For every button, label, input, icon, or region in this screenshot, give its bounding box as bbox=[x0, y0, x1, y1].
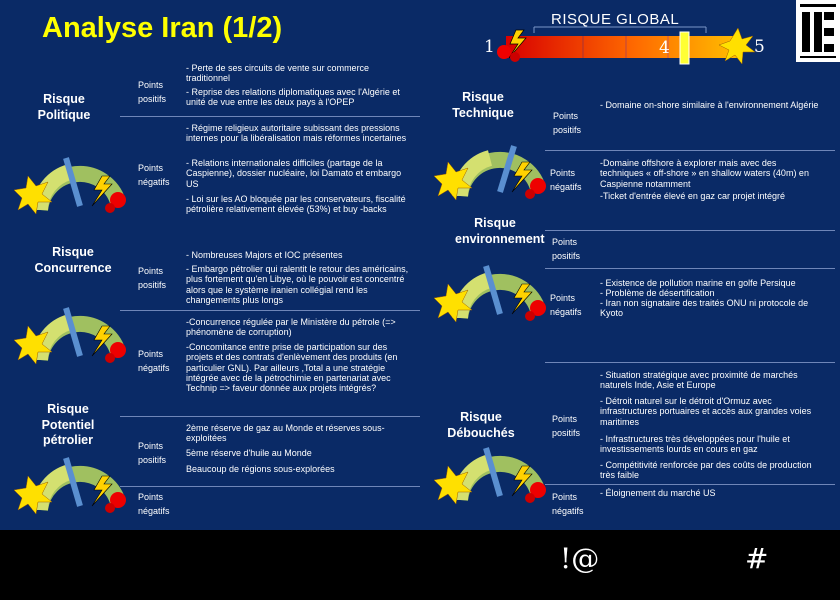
potentiel-pos-3: Beaucoup de régions sous-explorées bbox=[186, 464, 335, 474]
concurrence-pos-1: - Nombreuses Majors et IOC présentes bbox=[186, 250, 343, 260]
technique-gauge bbox=[440, 136, 550, 206]
technique-pos-label: Points positifs bbox=[553, 111, 582, 135]
debouches-neg-label: Points négatifs bbox=[552, 492, 584, 516]
environnement-gauge bbox=[440, 258, 550, 328]
technique-neg-label: Points négatifs bbox=[550, 168, 582, 192]
debouches-pos-label: Points positifs bbox=[552, 414, 581, 438]
debouches-pos-4: - Compétitivité renforcée par des coûts de production très faible bbox=[600, 460, 812, 481]
scale-max: 5 bbox=[754, 37, 765, 57]
politique-gauge bbox=[20, 150, 130, 220]
page-title: Analyse Iran (1/2) bbox=[42, 12, 283, 44]
politique-pos-1: - Perte de ses circuits de vente sur commerce traditionnel bbox=[186, 63, 370, 84]
risque-technique-label: Risque Technique bbox=[452, 90, 514, 120]
footer-bar bbox=[0, 530, 840, 600]
politique-neg-1: - Régime religieux autoritaire subissant des pressions internes pour la libéralisation mais réformes incertaines bbox=[186, 123, 407, 144]
environnement-pos-label: Points positifs bbox=[552, 237, 581, 261]
concurrence-neg-label: Points négatifs bbox=[138, 349, 170, 373]
debouches-pos-3: - Infrastructures très développées pour l'huile et investissements lourds en cours en gaz bbox=[600, 434, 790, 455]
potentiel-gauge bbox=[20, 450, 130, 520]
risque-concurrence-label: Risque Concurrence bbox=[34, 245, 112, 275]
separator bbox=[545, 362, 835, 363]
politique-neg-2: - Relations internationales difficiles (partage de la Caspienne), dossier nucléaire, loi Damato et embargo US bbox=[186, 158, 402, 189]
concurrence-pos-2: - Embargo pétrolier qui ralentit le retour des américains, plus fortement qu'en Libye, où le pouvoir est concentré alors que le système iranien collégial rend les changements plus longs bbox=[186, 264, 409, 306]
risque-global-label: RISQUE GLOBAL bbox=[551, 11, 680, 28]
footer-symbol-left: !@ bbox=[560, 542, 600, 575]
technique-neg-2: -Ticket d'entrée élevé en gaz car projet intégré bbox=[600, 191, 785, 201]
debouches-gauge bbox=[440, 440, 550, 510]
separator bbox=[120, 116, 420, 117]
risque-potentiel-label: Risque Potentiel pétrolier bbox=[41, 402, 95, 448]
separator bbox=[545, 230, 835, 231]
separator bbox=[120, 310, 420, 311]
potentiel-pos-label: Points positifs bbox=[138, 441, 167, 465]
risque-politique-label: Risque Politique bbox=[37, 92, 91, 122]
risque-environnement-label: Risque environnement bbox=[455, 216, 545, 246]
scale-min: 1 bbox=[484, 37, 495, 57]
separator bbox=[120, 486, 420, 487]
debouches-pos-1: - Situation stratégique avec proximité de marchés naturels Inde, Asie et Europe bbox=[600, 370, 798, 391]
politique-neg-label: Points négatifs bbox=[138, 163, 170, 187]
sun-icon bbox=[719, 28, 755, 64]
separator bbox=[545, 484, 835, 485]
separator bbox=[545, 268, 835, 269]
technique-pos-1: - Domaine on-shore similaire à l'environnement Algérie bbox=[600, 100, 819, 110]
technique-neg-1: -Domaine offshore à explorer mais avec des techniques « off-shore » en shallow waters (40m) en Caspienne notamment bbox=[600, 158, 809, 189]
risque-global-scale bbox=[476, 24, 776, 76]
concurrence-neg-1: -Concurrence régulée par le Ministère du pétrole (=> phénomène de corruption) bbox=[186, 317, 396, 338]
separator bbox=[545, 150, 835, 151]
concurrence-pos-label: Points positifs bbox=[138, 266, 167, 290]
potentiel-neg-label: Points négatifs bbox=[138, 492, 170, 516]
potentiel-pos-1: 2ème réserve de gaz au Monde et réserves sous-exploitées bbox=[186, 423, 385, 444]
environnement-neg-2: - Problème de désertification bbox=[600, 288, 715, 298]
debouches-neg-1: - Éloignement du marché US bbox=[600, 488, 716, 498]
risque-debouches-label: Risque Débouchés bbox=[447, 410, 515, 440]
potentiel-pos-2: 5ème réserve d'huile au Monde bbox=[186, 448, 312, 458]
politique-neg-3: - Loi sur les AO bloquée par les conservateurs, fiscalité pétrolière relativement élevée (53%) et buy -backs bbox=[186, 194, 406, 215]
scale-mid: 4 bbox=[659, 38, 670, 58]
company-logo bbox=[796, 0, 840, 62]
concurrence-gauge bbox=[20, 300, 130, 370]
footer-symbol-right: # bbox=[745, 542, 769, 575]
debouches-pos-2: - Détroit naturel sur le détroit d'Ormuz avec infrastructures portuaires et accès aux grandes voies maritimes bbox=[600, 396, 812, 427]
environnement-neg-label: Points négatifs bbox=[550, 293, 582, 317]
politique-pos-label: Points positifs bbox=[138, 80, 167, 104]
politique-pos-2: - Reprise des relations diplomatiques avec l'Algérie et unité de vue entre les deux pays à l'OPEP bbox=[186, 87, 400, 108]
separator bbox=[120, 416, 420, 417]
environnement-neg-1: - Existence de pollution marine en golfe Persique bbox=[600, 278, 796, 288]
environnement-neg-3: - Iran non signataire des traités ONU ni protocole de Kyoto bbox=[600, 298, 809, 319]
concurrence-neg-2: -Concomitance entre prise de participation sur des projets et des contrats d'enlèvement des produits (en particulier GNL). Par ailleurs ,Total a une stratégie intégrée avec de la pétrochimie en partenariat avec Technip => faveur donnée aux projets intégrés? bbox=[186, 342, 398, 394]
